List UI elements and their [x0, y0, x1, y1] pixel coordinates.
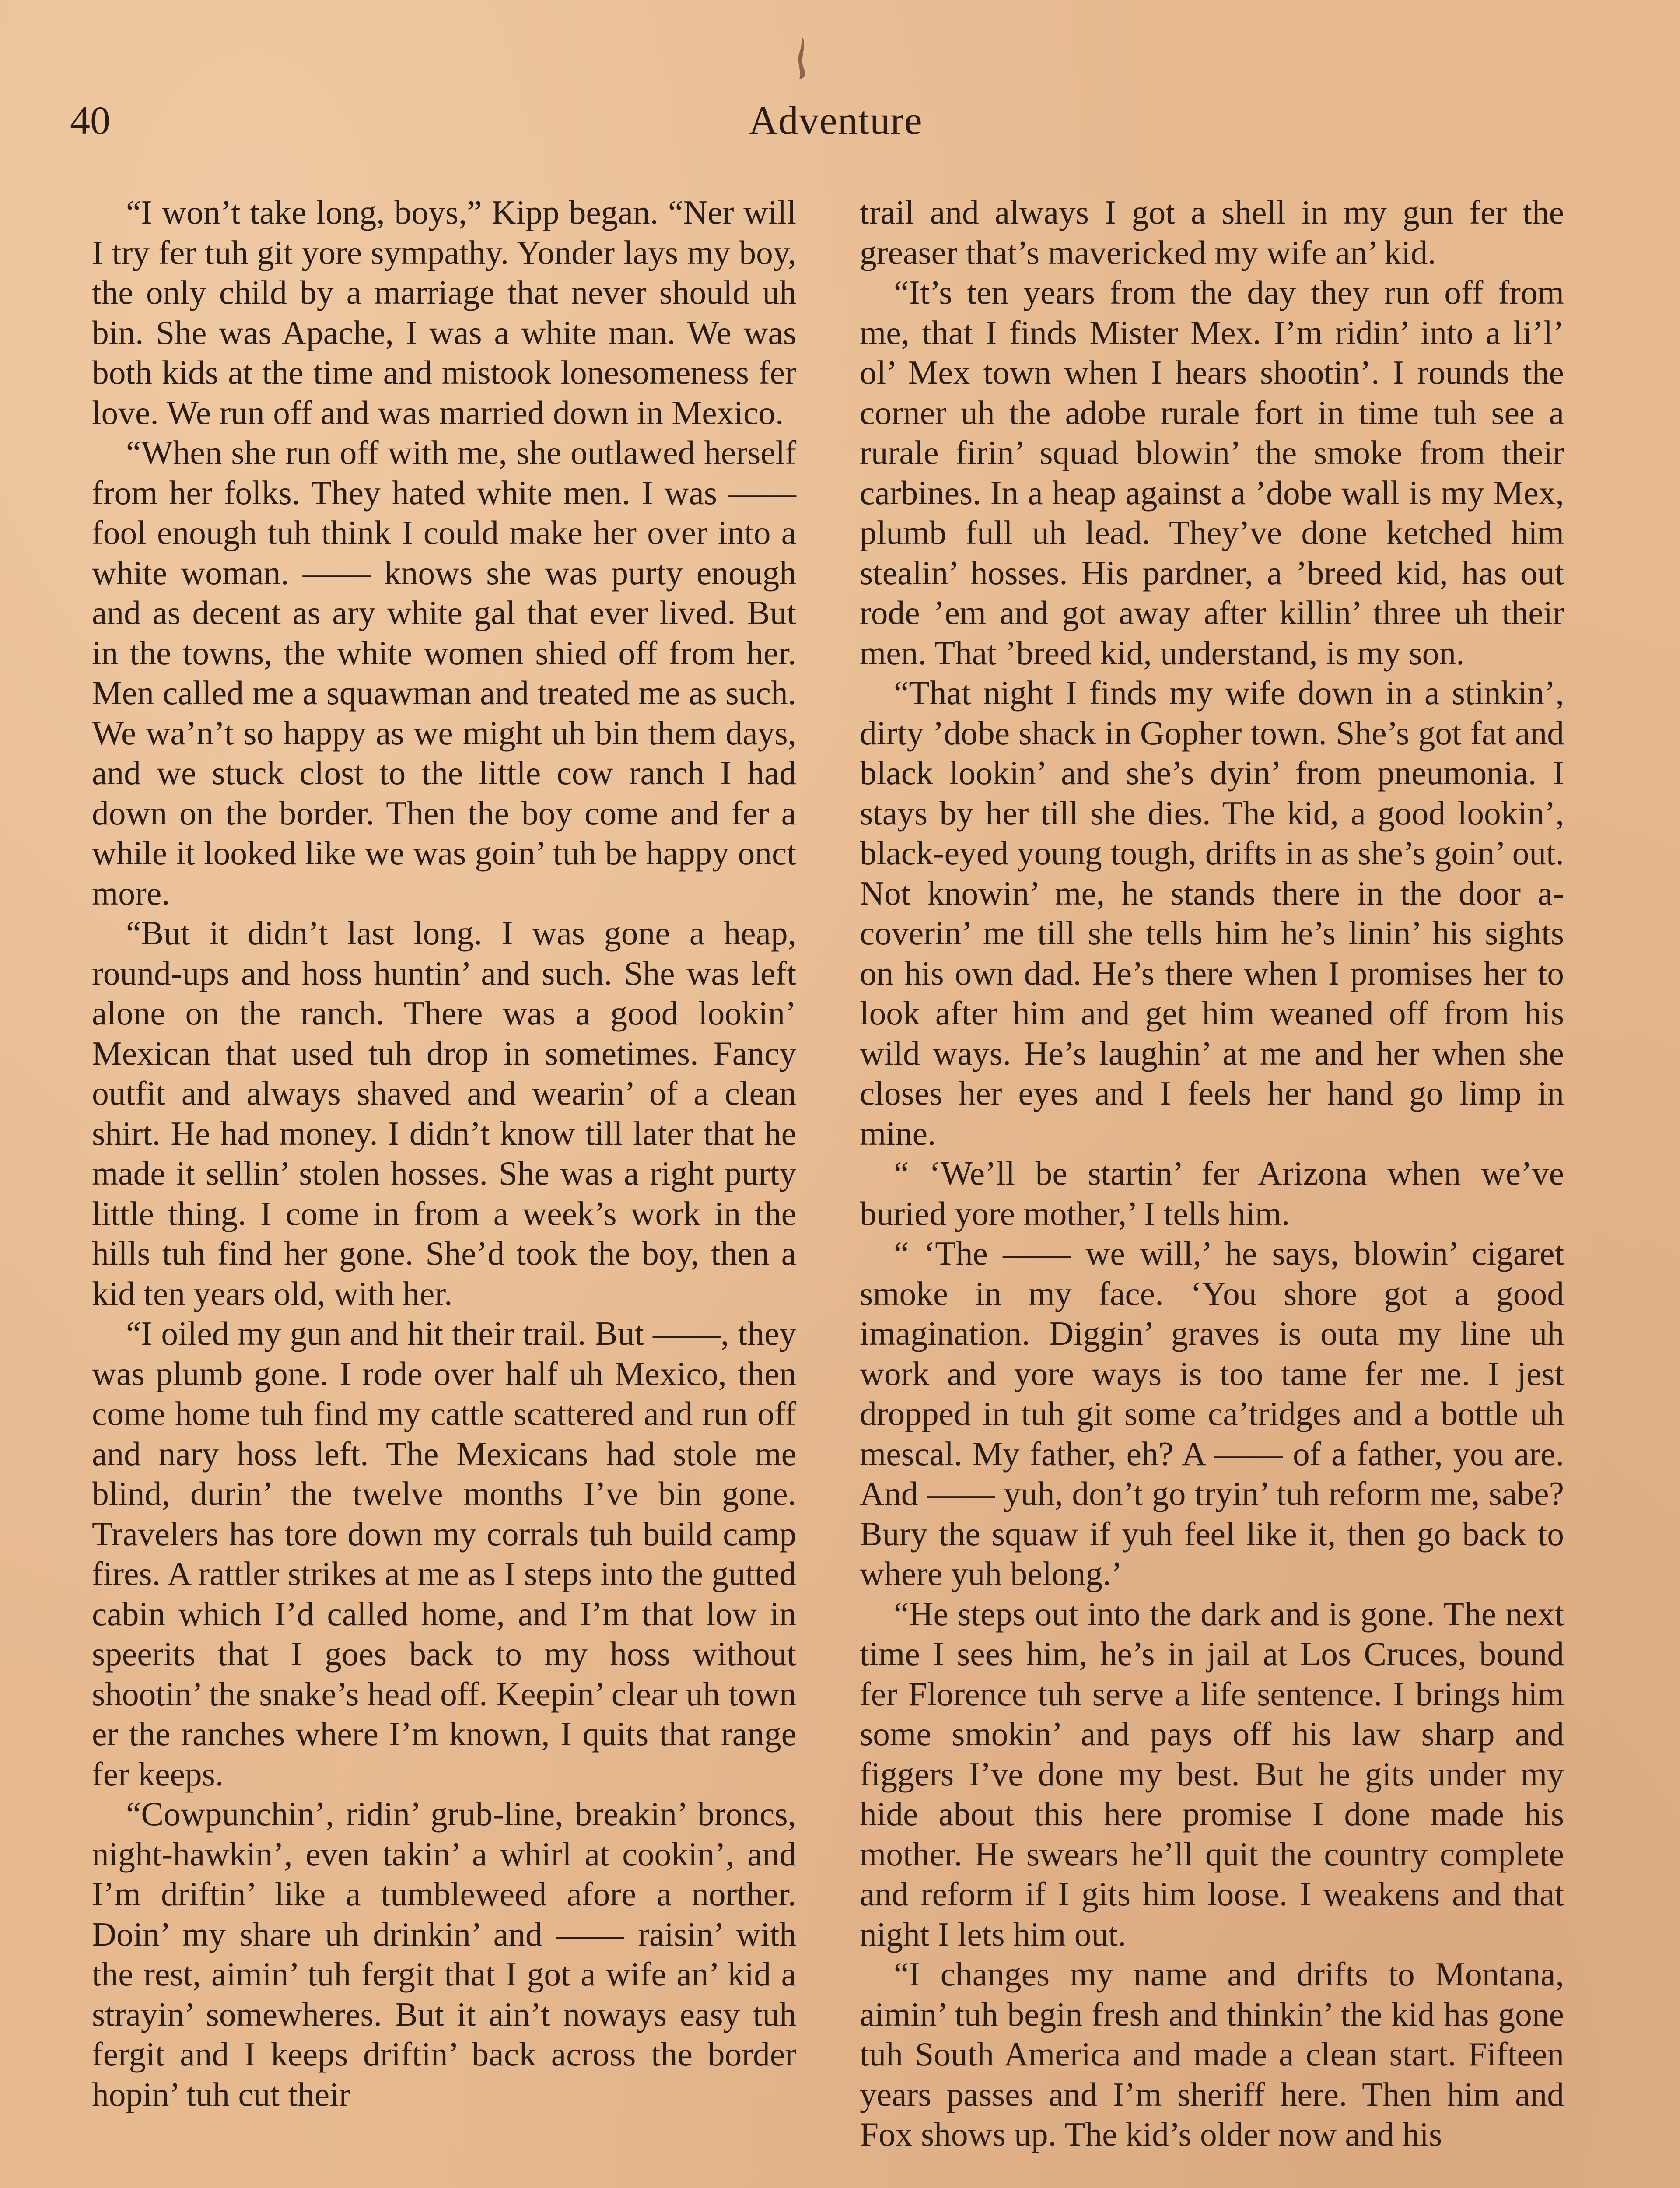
paragraph: “I oiled my gun and hit their trail. But ——, they was plumb gone. I rode over half uh Mexico, then come home tuh find my cattle scattered and run off and nary hoss left. The Mexicans had stole me blind, durin’ the twelve months I’ve bin gone. Travelers has tore down my corrals tuh build camp fires. A rattler strikes at me as I steps into the gutted cabin which I’d called home, and I’m that low in speerits that I goes back to my hoss without shootin’ the snake’s head off. Keepin’ clear uh town er the ranches where I’m known, I quits that range fer keeps.: [92, 1315, 796, 1793]
paragraph: “When she run off with me, she outlawed herself from her folks. They hated white men. I was —— fool enough tuh think I could make her over into a white woman. —— knows she was purty enough and as decent as ary white gal that ever lived. But in the towns, the white women shied off from her. Men called me a squawman and treated me as such. We wa’n’t so happy as we might uh bin them days, and we stuck clost to the little cow ranch I had down on the border. Then the boy come and fer a while it looked like we was goin’ tuh be happy onct more.: [92, 434, 796, 912]
page-number: 40: [70, 98, 110, 143]
paragraph: “I won’t take long, boys,” Kipp began. “Ner will I try fer tuh git yore sympathy. Yonder lays my boy, the only child by a marriage that never should uh bin. She was Apache, I was a white man. We was both kids at the time and mistook lonesomeness fer love. We run off and was married down in Mexico.: [92, 193, 796, 431]
running-head-title: Adventure: [749, 98, 923, 143]
paragraph: “He steps out into the dark and is gone. The next time I sees him, he’s in jail at Los Cruces, bound fer Florence tuh serve a life sentence. I brings him some smokin’ and pays off his law sharp and figgers I’ve done my best. But he gits under my hide about this here promise I done made his mother. He swears he’ll quit the country complete and reform if I gits him loose. I weakens and that night I lets him out.: [860, 1595, 1564, 1953]
paragraph: “ ‘The —— we will,’ he says, blowin’ cigaret smoke in my face. ‘You shore got a good imagination. Diggin’ graves is outa my line uh work and yore ways is too tame fer me. I jest dropped in tuh git some ca’tridges and a bottle uh mescal. My father, eh? A —— of a father, you are. And —— yuh, don’t go tryin’ tuh reform me, sabe? Bury the squaw if yuh feel like it, then go back to where yuh belong.’: [860, 1234, 1564, 1592]
text-column-right: [860, 193, 1564, 2155]
paragraph: “Cowpunchin’, ridin’ grub-line, breakin’ broncs, night-hawkin’, even takin’ a whirl at cookin’, and I’m driftin’ like a tumbleweed afore a norther. Doin’ my share uh drinkin’ and —— raisin’ with the rest, aimin’ tuh fergit that I got a wife an’ kid a strayin’ somewheres. But it ain’t noways easy tuh fergit and I keeps driftin’ back across the border hopin’ tuh cut their: [92, 1795, 796, 2113]
paragraph: “I changes my name and drifts to Montana, aimin’ tuh begin fresh and thinkin’ the kid has gone tuh South America and made a clean start. Fifteen years passes and I’m sheriff here. Then him and Fox shows up. The kid’s older now and his: [860, 1955, 1564, 2153]
paragraph: “But it didn’t last long. I was gone a heap, round-ups and hoss huntin’ and such. She was left alone on the ranch. There was a good lookin’ Mexican that used tuh drop in sometimes. Fancy outfit and always shaved and wearin’ of a clean shirt. He had money. I didn’t know till later that he made it sellin’ stolen hosses. She was a right purty little thing. I come in from a week’s work in the hills tuh find her gone. She’d took the boy, then a kid ten years old, with her.: [92, 914, 796, 1312]
paragraph-continued: trail and always I got a shell in my gun fer the greaser that’s mavericked my wife an’ kid.: [860, 193, 1564, 271]
paragraph: “It’s ten years from the day they run off from me, that I finds Mister Mex. I’m ridin’ into a li’l’ ol’ Mex town when I hears shootin’. I rounds the corner uh the adobe rurale fort in time tuh see a rurale firin’ squad blowin’ the smoke from their carbines. In a heap against a ’dobe wall is my Mex, plumb full uh lead. They’ve done ketched him stealin’ hosses. His pardner, a ’breed kid, has out rode ’em and got away after killin’ three uh their men. That ’breed kid, understand, is my son.: [860, 274, 1564, 672]
paragraph: “That night I finds my wife down in a stinkin’, dirty ’dobe shack in Gopher town. She’s got fat and black lookin’ and she’s dyin’ from pneumonia. I stays by her till she dies. The kid, a good lookin’, black-eyed young tough, drifts in as she’s goin’ out. Not knowin’ me, he stands there in the door a-coverin’ me till she tells him he’s linin’ his sights on his own dad. He’s there when I promises her to look after him and get him weaned off from his wild ways. He’s laughin’ at me and her when she closes her eyes and I feels her hand go limp in mine.: [860, 674, 1564, 1152]
ink-smudge-icon: [790, 35, 816, 83]
text-column-left: [92, 193, 796, 2114]
paragraph: “ ‘We’ll be startin’ fer Arizona when we’ve buried yore mother,’ I tells him.: [860, 1154, 1564, 1232]
page-header: [70, 94, 1601, 147]
